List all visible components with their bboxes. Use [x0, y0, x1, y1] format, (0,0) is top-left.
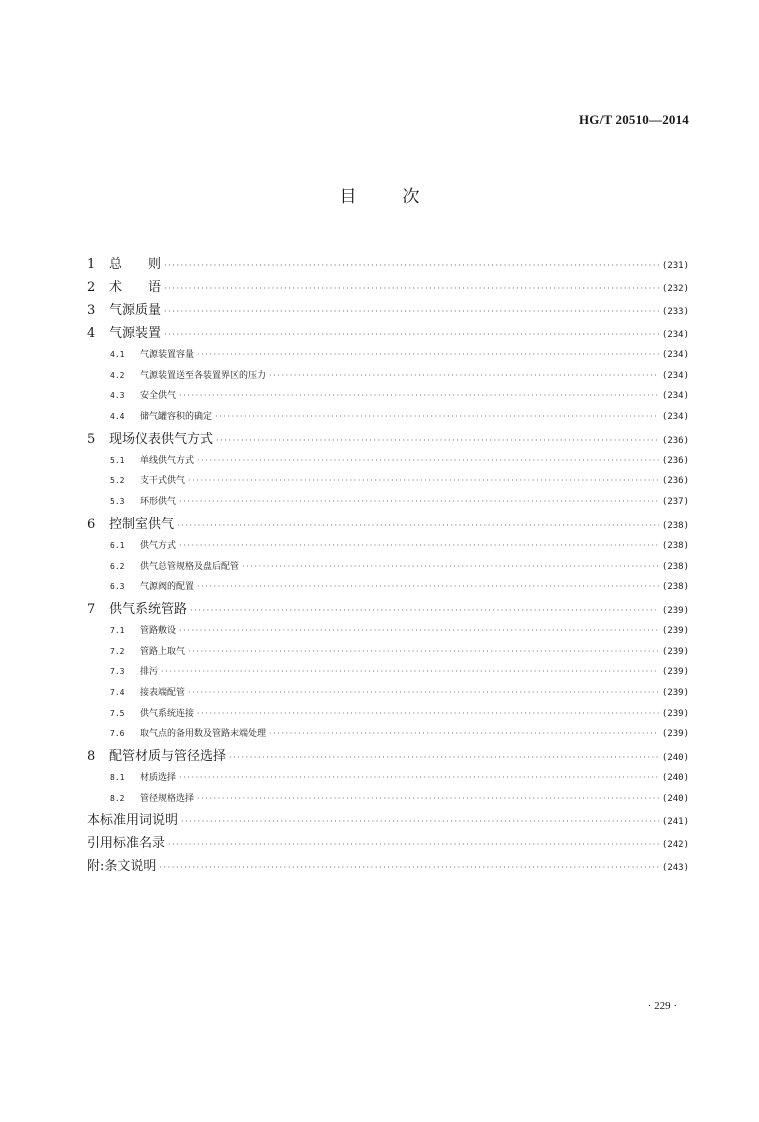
- toc-entry-title: 支干式供气: [140, 476, 186, 487]
- toc-entry-page: (240): [661, 773, 689, 783]
- toc-entry-title: 气源装置: [109, 326, 162, 341]
- toc-entry-number: 6: [87, 516, 96, 532]
- toc-entry-page: (236): [661, 476, 689, 487]
- toc-entry-title: 气源装置容量: [140, 350, 195, 360]
- dot-leader: [179, 621, 659, 642]
- standard-code: HG/T 20510—2014: [578, 112, 689, 127]
- toc-entry-section[interactable]: [87, 789, 689, 810]
- toc-entry-number: 5.1: [110, 455, 125, 465]
- toc-entry-chapter[interactable]: [87, 428, 689, 451]
- toc-entry-chapter[interactable]: [87, 513, 689, 536]
- dot-leader: [177, 514, 659, 537]
- dot-leader: [215, 407, 659, 428]
- toc-entry-number: 7.5: [110, 708, 125, 718]
- toc-entry-number: 7.3: [110, 667, 125, 677]
- dot-leader: [179, 536, 659, 557]
- toc-entry-page: (239): [661, 625, 689, 636]
- toc-entry-title: 接表端配管: [140, 687, 186, 698]
- toc-entry-section[interactable]: [87, 768, 689, 789]
- dot-leader: [164, 300, 659, 323]
- dot-leader: [216, 429, 659, 452]
- toc-entry-title: 管路敷设: [140, 625, 177, 636]
- toc-entry-page: (242): [661, 840, 689, 851]
- dot-leader: [168, 833, 659, 856]
- toc-entry-section[interactable]: [87, 577, 689, 598]
- toc-entry-title: 气源阀的配置: [140, 582, 195, 593]
- toc-entry-page: (239): [661, 605, 689, 616]
- toc-entry-section[interactable]: [87, 451, 689, 472]
- toc-entry-page: (240): [661, 753, 689, 763]
- toc-entry-number: 4.4: [110, 412, 125, 422]
- toc-entry-page: (239): [661, 687, 689, 698]
- dot-leader: [159, 856, 659, 879]
- toc-entry-page: (234): [661, 350, 689, 360]
- dot-leader: [190, 599, 659, 622]
- toc-entry-page: (234): [661, 330, 689, 340]
- dot-leader: [164, 254, 659, 277]
- toc-entry-section[interactable]: [87, 492, 689, 513]
- toc-entry-number: 5.3: [110, 497, 125, 507]
- toc-entry-title: 供气系统连接: [140, 708, 195, 719]
- toc-entry-title: 储气罐容积的确定: [140, 412, 213, 423]
- dot-leader: [197, 577, 659, 598]
- dot-leader: [197, 789, 659, 810]
- toc-entry-title: 单线供气方式: [140, 455, 195, 466]
- toc-entry-page: (239): [661, 708, 689, 719]
- toc-entry-number: 4.1: [110, 350, 125, 359]
- dot-leader: [179, 386, 659, 407]
- dot-leader: [242, 557, 659, 578]
- dot-leader: [179, 768, 659, 789]
- table-of-contents: [87, 253, 689, 878]
- toc-entry-page: (241): [661, 817, 689, 828]
- toc-entry-section[interactable]: [87, 724, 689, 745]
- toc-entry-number: 7.4: [110, 687, 125, 697]
- toc-entry-page: (232): [661, 284, 689, 294]
- dot-leader: [197, 345, 659, 366]
- toc-entry-section[interactable]: [87, 366, 689, 387]
- toc-entry-page: (236): [661, 455, 689, 466]
- dot-leader: [179, 492, 659, 513]
- toc-entry-page: (239): [661, 667, 689, 678]
- toc-entry-number: 7: [87, 601, 96, 617]
- toc-entry-page: (238): [661, 582, 689, 593]
- toc-entry-page: (231): [661, 261, 689, 271]
- toc-entry-number: 5: [87, 431, 96, 447]
- page-title: 目次: [339, 187, 466, 207]
- toc-entry-section[interactable]: [87, 345, 689, 366]
- toc-entry-page: (238): [661, 561, 689, 572]
- toc-entry-section[interactable]: [87, 662, 689, 683]
- toc-entry-page: (238): [661, 520, 689, 531]
- toc-entry-number: 6.1: [110, 540, 125, 550]
- toc-entry-number: 3: [87, 303, 96, 318]
- toc-entry-title: 管径规格选择: [140, 793, 195, 804]
- toc-entry-section[interactable]: [87, 704, 689, 725]
- toc-entry-number: 8: [87, 749, 96, 764]
- toc-entry-number: 7.6: [110, 729, 125, 739]
- toc-entry-title: 供气总管规格及盘后配管: [140, 561, 240, 572]
- toc-entry-number: 8.1: [110, 773, 125, 782]
- toc-entry-chapter[interactable]: [87, 832, 689, 855]
- toc-entry-title: 引用标准名录: [87, 836, 166, 852]
- toc-entry-chapter[interactable]: [87, 322, 689, 345]
- toc-entry-section[interactable]: [87, 683, 689, 704]
- toc-entry-section[interactable]: [87, 642, 689, 663]
- toc-entry-number: 4.2: [110, 370, 125, 380]
- toc-entry-title: 术 语: [109, 280, 162, 295]
- toc-entry-title: 本标准用词说明: [87, 813, 179, 829]
- toc-entry-number: 6.3: [110, 582, 125, 592]
- toc-entry-number: 4.3: [110, 391, 125, 401]
- dot-leader: [197, 451, 659, 472]
- dot-leader: [197, 704, 659, 725]
- toc-entry-chapter[interactable]: [87, 855, 689, 878]
- toc-entry-title: 供气系统管路: [109, 601, 188, 617]
- toc-entry-page: (236): [661, 435, 689, 446]
- dot-leader: [161, 662, 659, 683]
- toc-entry-title: 气源装置送至各装置界区的压力: [140, 370, 267, 381]
- toc-entry-section[interactable]: [87, 471, 689, 492]
- toc-entry-number: 8.2: [110, 793, 125, 803]
- toc-entry-number: 4: [87, 326, 96, 341]
- toc-entry-title: 环形供气: [140, 497, 177, 508]
- toc-entry-page: (234): [661, 370, 689, 381]
- dot-leader: [164, 277, 659, 300]
- toc-entry-page: (239): [661, 729, 689, 740]
- toc-entry-page: (238): [661, 540, 689, 551]
- toc-entry-title: 供气方式: [140, 540, 177, 551]
- dot-leader: [269, 366, 659, 387]
- toc-entry-title: 材质选择: [140, 773, 177, 783]
- toc-entry-title: 安全供气: [140, 391, 177, 402]
- toc-entry-section[interactable]: [87, 536, 689, 557]
- toc-entry-page: (240): [661, 793, 689, 804]
- toc-entry-title: 总 则: [109, 257, 162, 272]
- toc-entry-title: 控制室供气: [109, 516, 175, 532]
- toc-entry-title: 配管材质与管径选择: [109, 749, 227, 764]
- toc-entry-section[interactable]: [87, 621, 689, 642]
- toc-entry-title: 取气点的备用数及管路末端处理: [140, 729, 267, 740]
- toc-entry-title: 现场仪表供气方式: [109, 431, 214, 447]
- toc-entry-section[interactable]: [87, 557, 689, 578]
- toc-entry-page: (239): [661, 646, 689, 657]
- dot-leader: [229, 746, 659, 769]
- toc-entry-chapter[interactable]: [87, 276, 689, 299]
- toc-entry-section[interactable]: [87, 407, 689, 428]
- toc-entry-page: (234): [661, 412, 689, 423]
- toc-entry-page: (233): [661, 307, 689, 317]
- toc-entry-chapter[interactable]: [87, 745, 689, 768]
- toc-entry-title: 附:条文说明: [87, 859, 157, 875]
- toc-entry-section[interactable]: [87, 386, 689, 407]
- toc-entry-number: 1: [87, 257, 96, 272]
- toc-entry-chapter[interactable]: [87, 598, 689, 621]
- toc-entry-chapter[interactable]: [87, 299, 689, 322]
- toc-entry-chapter[interactable]: [87, 253, 689, 276]
- dot-leader: [181, 810, 659, 833]
- dot-leader: [188, 642, 659, 663]
- toc-entry-title: 气源质量: [109, 303, 162, 318]
- toc-entry-chapter[interactable]: [87, 809, 689, 832]
- toc-entry-number: 7.2: [110, 646, 125, 656]
- dot-leader: [164, 323, 659, 346]
- dot-leader: [188, 683, 659, 704]
- page-number: · 229 ·: [647, 1000, 677, 1012]
- toc-entry-number: 5.2: [110, 476, 125, 486]
- dot-leader: [269, 724, 659, 745]
- toc-entry-number: 7.1: [110, 625, 125, 635]
- toc-entry-page: (234): [661, 391, 689, 402]
- toc-entry-number: 2: [87, 280, 96, 295]
- toc-entry-page: (237): [661, 497, 689, 508]
- toc-entry-number: 6.2: [110, 561, 125, 571]
- toc-entry-title: 管路上取气: [140, 646, 186, 657]
- toc-entry-page: (243): [661, 863, 689, 874]
- dot-leader: [188, 471, 659, 492]
- toc-entry-title: 排污: [140, 667, 159, 678]
